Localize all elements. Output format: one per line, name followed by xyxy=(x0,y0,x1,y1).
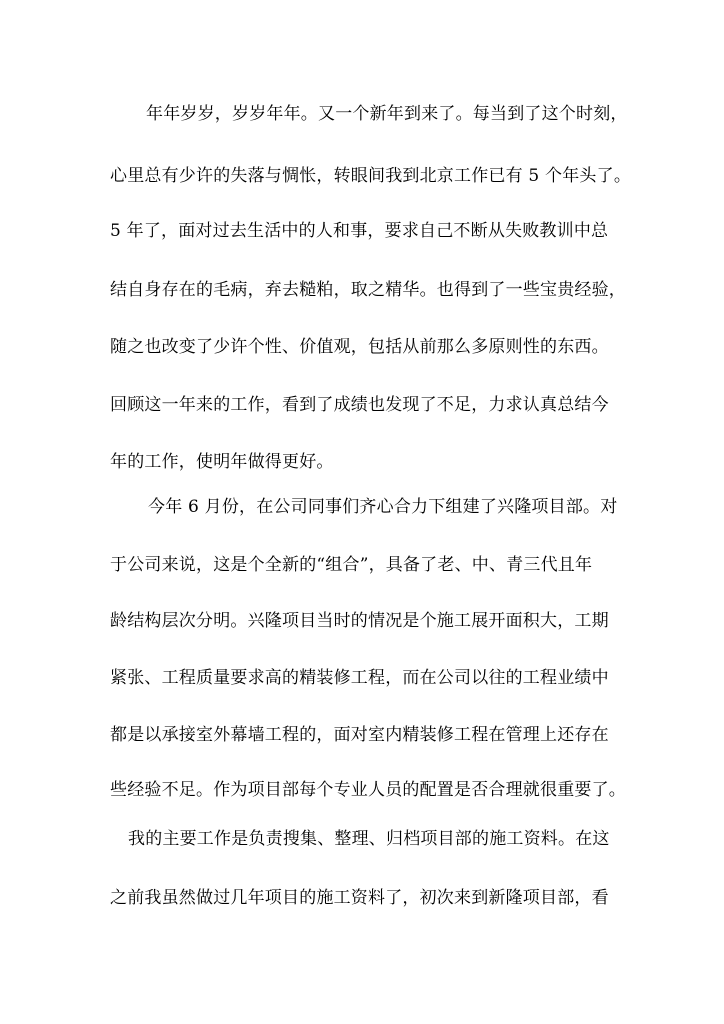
paragraph-1-line-3: 5 年了，面对过去生活中的人和事，要求自己不断从失败教训中总 xyxy=(110,221,609,241)
paragraph-2-line-1: 今年 6 月份，在公司同事们齐心合力下组建了兴隆项目部。对 xyxy=(148,497,618,517)
paragraph-2-line-4: 紧张、工程质量要求高的精装修工程，而在公司以往的工程业绩中 xyxy=(110,668,609,688)
paragraph-1-line-7: 年的工作，使明年做得更好。 xyxy=(110,452,334,472)
paragraph-3-line-1: 我的主要工作是负责搜集、整理、归档项目部的施工资料。在这 xyxy=(128,829,610,849)
paragraph-1-line-1: 年年岁岁，岁岁年年。又一个新年到来了。每当到了这个时刻， xyxy=(146,104,628,124)
paragraph-2-line-6: 些经验不足。作为项目部每个专业人员的配置是否合理就很重要了。 xyxy=(110,780,626,800)
paragraph-1-line-6: 回顾这一年来的工作，看到了成绩也发现了不足，力求认真总结今 xyxy=(110,395,609,415)
paragraph-2-line-3: 龄结构层次分明。兴隆项目当时的情况是个施工展开面积大，工期 xyxy=(110,611,609,631)
paragraph-1-line-5: 随之也改变了少许个性、价值观，包括从前那么多原则性的东西。 xyxy=(110,337,609,357)
paragraph-2-line-5: 都是以承接室外幕墙工程的，面对室内精装修工程在管理上还存在 xyxy=(110,725,609,745)
paragraph-1-line-4: 结自身存在的毛病，弃去糙粕，取之精华。也得到了一些宝贵经验， xyxy=(110,280,626,300)
paragraph-3-line-2: 之前我虽然做过几年项目的施工资料了，初次来到新隆项目部，看 xyxy=(110,888,609,908)
paragraph-1-line-2: 心里总有少许的失落与惆怅，转眼间我到北京工作已有 5 个年头了。 xyxy=(110,166,632,186)
paragraph-2-line-2: 于公司来说，这是个全新的“组合”，具备了老、中、青三代且年 xyxy=(110,555,593,575)
